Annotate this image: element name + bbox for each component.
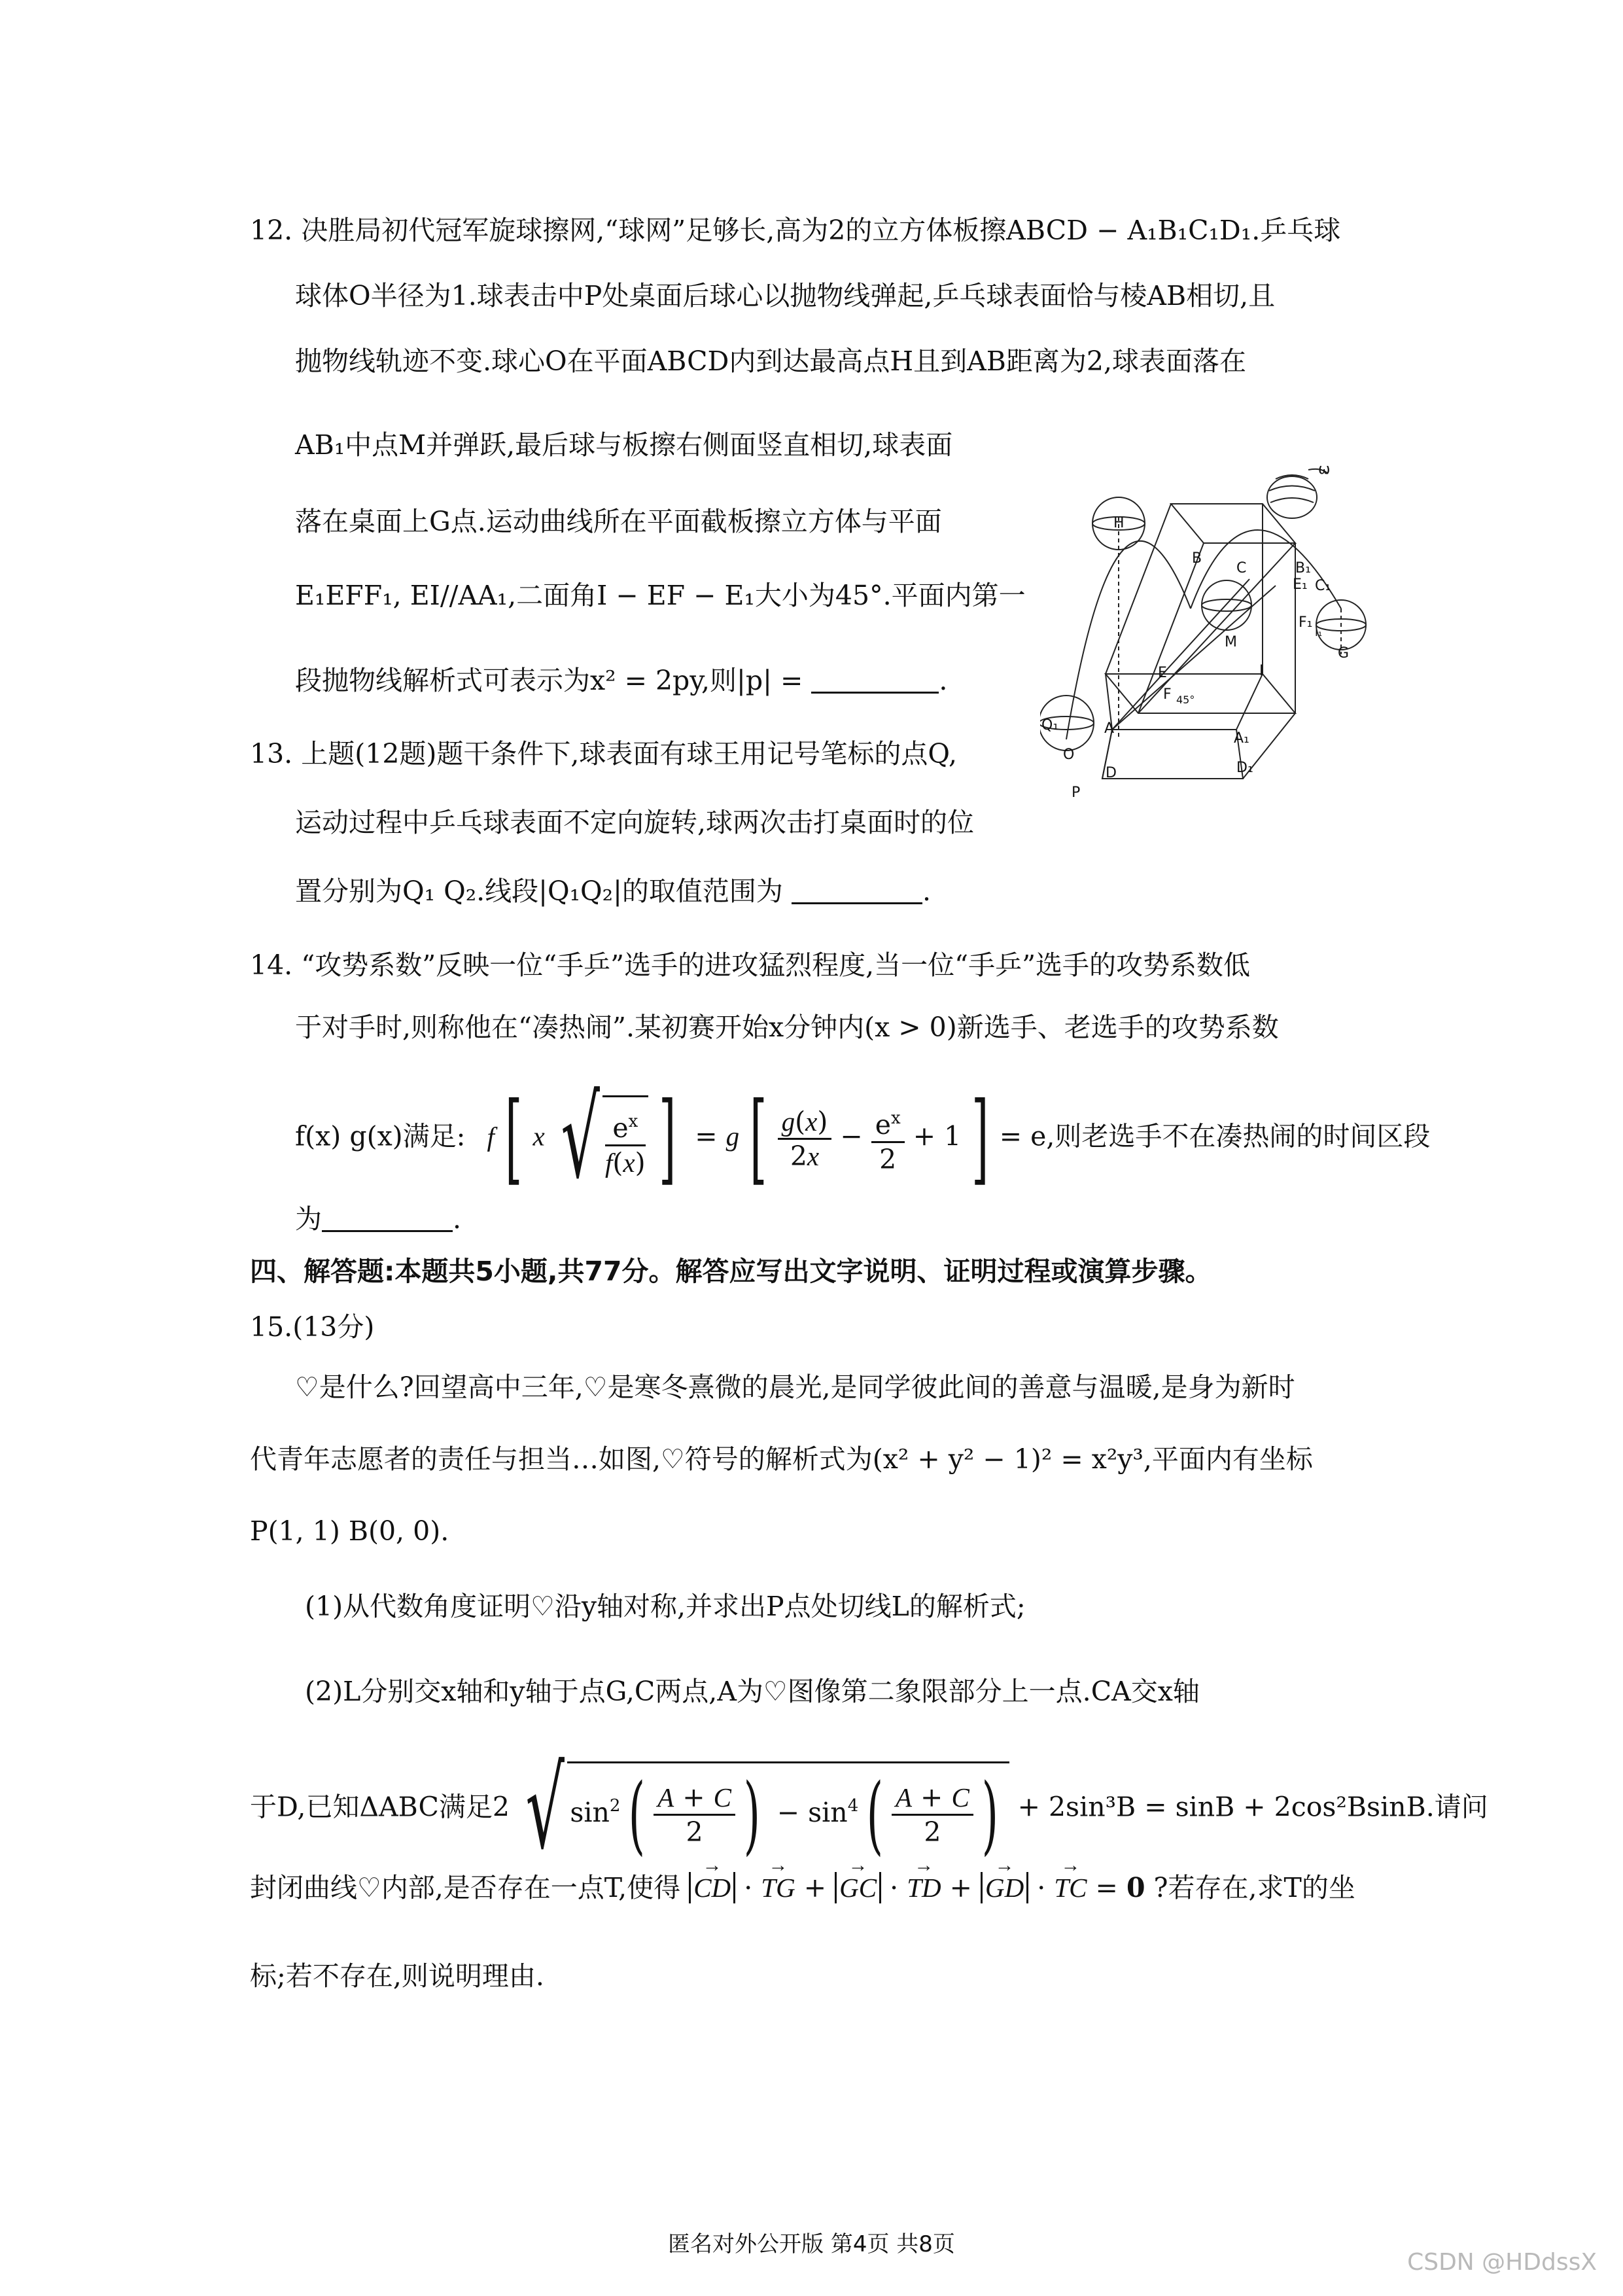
q15-last: 标;若不存在,则说明理由.	[250, 1960, 544, 1992]
svg-text:C: C	[1236, 560, 1247, 576]
svg-text:D₁: D₁	[1236, 760, 1253, 776]
q13-line3: 置分别为Q₁ Q₂.线段|Q₁Q₂|的取值范围为 .	[295, 875, 931, 907]
cube-bottom-face	[1102, 730, 1243, 779]
svg-text:Q₁: Q₁	[1041, 717, 1059, 733]
svg-text:E₁: E₁	[1293, 576, 1308, 593]
svg-text:F: F	[1163, 686, 1172, 703]
q15-part1: (1)从代数角度证明♡沿y轴对称,并求出P点处切线L的解析式;	[305, 1591, 1026, 1622]
svg-text:A: A	[1104, 720, 1115, 737]
q14-line3: f(x) g(x)满足: f [ x √ $\frac{e^x}{f(x)}$ ] = g [ $\frac{g(x)}{2x}$ − $\frac{e^x}{2}$ + 1 ] = e,则老选手不在凑热闹的时间区段	[295, 1074, 1431, 1203]
answer-blank-12[interactable]	[811, 665, 939, 694]
section-heading: 四、解答题:本题共5小题,共77分。解答应写出文字说明、证明过程或演算步骤。	[250, 1256, 1212, 1287]
q13-line2: 运动过程中乒乓球表面不定向旋转,球两次击打桌面时的位	[295, 807, 975, 838]
svg-text:B: B	[1192, 550, 1202, 567]
q15-head: 15.(13分)	[250, 1311, 375, 1343]
q14-line2: 于对手时,则称他在“凑热闹”.某初赛开始x分钟内(x > 0)新选手、老选手的攻势系数	[295, 1012, 1279, 1043]
q12-line2: 球体O半径为1.球表击中P处桌面后球心以抛物线弹起,乒乓球表面恰与棱AB相切,且	[295, 280, 1276, 311]
svg-text:F₁: F₁	[1299, 614, 1313, 631]
svg-text:45°: 45°	[1176, 694, 1195, 706]
q12-line3: 抛物线轨迹不变.球心O在平面ABCD内到达最高点H且到AB距离为2,球表面落在	[295, 345, 1246, 377]
svg-text:I: I	[1259, 663, 1264, 679]
svg-text:I₁: I₁	[1315, 626, 1323, 639]
q14-line1: 14. “攻势系数”反映一位“手乒”选手的进攻猛烈程度,当一位“手乒”选手的攻势系数低	[250, 949, 1251, 981]
q12-line5: 落在桌面上G点.运动曲线所在平面截板擦立方体与平面	[295, 506, 942, 537]
q12-line1: 12. 决胜局初代冠军旋球擦网,“球网”足够长,高为2的立方体板擦ABCD − A₁B₁C₁D₁.乒乓球	[250, 215, 1341, 246]
q15-para1: ♡是什么?回望高中三年,♡是寒冬熹微的晨光,是同学彼此间的善意与温暖,是身为新时	[295, 1371, 1295, 1403]
q14-line4: 为 .	[295, 1203, 462, 1235]
svg-text:C₁: C₁	[1315, 578, 1331, 594]
q15-line-d: 于D,已知ΔABC满足2 √ $\sin^2$( $\frac{A + C}{2}$ ) − $\sin^4$( $\frac{A + C}{2}$ ) + 2sin³B = sinB + 2cos²BsinB.请问	[250, 1744, 1488, 1874]
ball-trajectory	[1066, 541, 1191, 739]
svg-text:B₁: B₁	[1295, 560, 1311, 576]
svg-text:G: G	[1338, 645, 1350, 662]
q15-para2: 代青年志愿者的责任与担当…如图,♡符号的解析式为(x² + y² − 1)² = x²y³,平面内有坐标	[250, 1443, 1313, 1475]
svg-text:A₁: A₁	[1234, 730, 1249, 747]
svg-text:E: E	[1158, 665, 1167, 681]
svg-text:M: M	[1225, 634, 1237, 650]
q13-line1: 13. 上题(12题)题干条件下,球表面有球王用记号笔标的点Q,	[250, 738, 958, 769]
q15-line-t: 封闭曲线♡内部,是否存在一点T,使得 → CD · → TG + → GC · → TD + → GD · → TC = 0 ?若存在,求T的坐	[250, 1871, 1355, 1904]
answer-blank-13[interactable]	[792, 876, 922, 904]
svg-text:D: D	[1106, 765, 1117, 781]
watermark: CSDN @HDdssX	[1407, 2249, 1597, 2276]
cube-top-face	[1106, 674, 1295, 713]
q12-line7: 段抛物线解析式可表示为x² = 2py,则|p| = .	[295, 665, 948, 696]
page-footer: 匿名对外公开版 第4页 共8页	[668, 2231, 955, 2257]
svg-text:ω: ω	[1318, 465, 1331, 478]
svg-text:P: P	[1072, 785, 1081, 801]
svg-text:O: O	[1063, 747, 1075, 763]
svg-text:H: H	[1113, 515, 1125, 531]
answer-blank-14[interactable]	[322, 1204, 453, 1232]
q15-para3: P(1, 1) B(0, 0).	[250, 1515, 449, 1547]
q15-part2: (2)L分别交x轴和y轴于点G,C两点,A为♡图像第二象限部分上一点.CA交x轴	[305, 1676, 1200, 1707]
q12-line4: AB₁中点M并弹跃,最后球与板擦右侧面竖直相切,球表面	[295, 429, 953, 461]
sphere-M	[1202, 580, 1251, 630]
q12-line6: E₁EFF₁, EI//AA₁,二面角I − EF − E₁大小为45°.平面内第一	[295, 580, 1026, 611]
ping-pong-cube-figure	[1040, 465, 1380, 805]
